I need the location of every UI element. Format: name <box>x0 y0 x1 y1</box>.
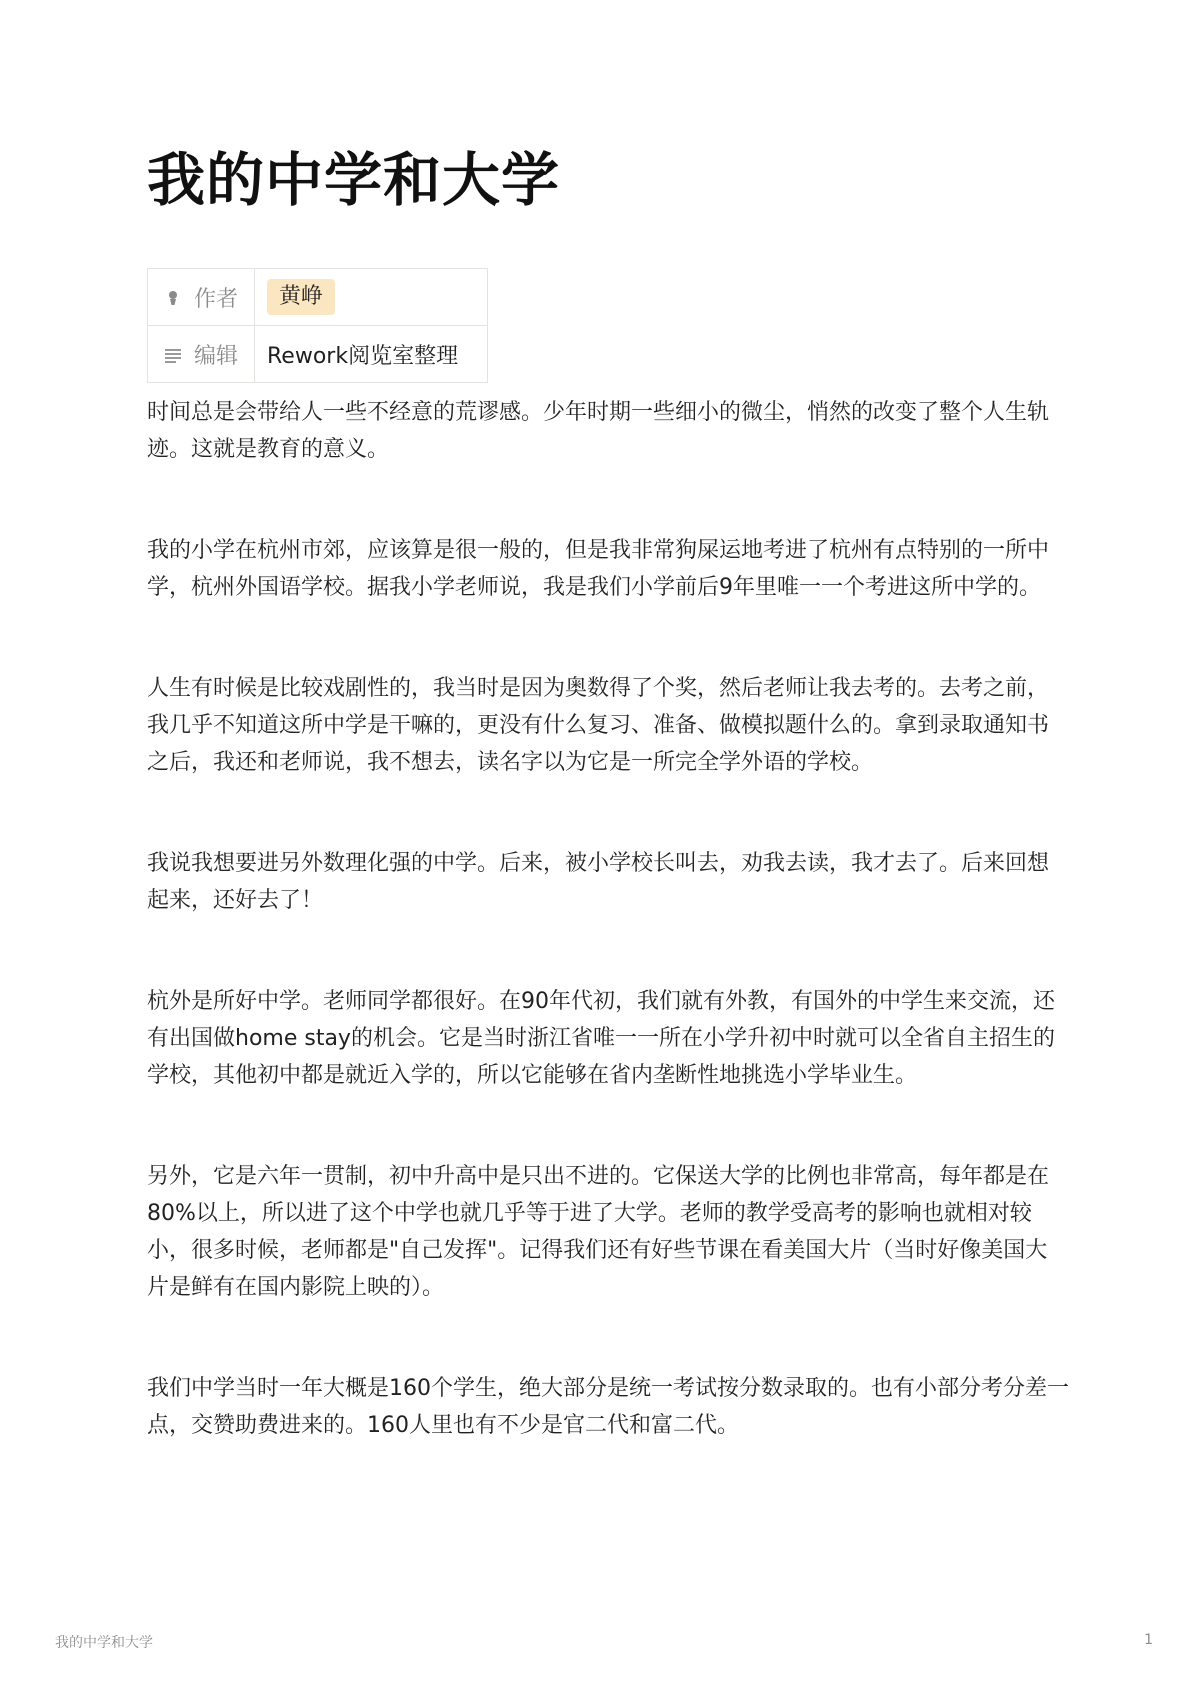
footer-document-title: 我的中学和大学 <box>55 1635 153 1651</box>
text-lines-icon <box>162 343 184 365</box>
property-key-editor <box>148 326 255 383</box>
paragraph: 我们中学当时一年大概是160个学生，绝大部分是统一考试按分数录取的。也有小部分考分差一点，交赞助费进来的。160人里也有不少是官二代和富二代。 <box>147 1376 1069 1438</box>
property-value-author[interactable] <box>255 269 488 326</box>
paragraph: 时间总是会带给人一些不经意的荒谬感。少年时期一些细小的微尘，悄然的改变了整个人生轨迹。这就是教育的意义。 <box>147 400 1050 462</box>
paragraph: 我说我想要进另外数理化强的中学。后来，被小学校长叫去，劝我去读，我才去了。后来回想起来，还好去了！ <box>147 851 1050 913</box>
paragraph: 另外，它是六年一贯制，初中升高中是只出不进的。它保送大学的比例也非常高，每年都是在80%以上，所以进了这个中学也就几乎等于进了大学。老师的教学受高考的影响也就相对较小，很多时候，老师都是"自己发挥"。记得我们还有好些节课在看美国大片（当时好像美国大片是鲜有在国内影院上映的）。 <box>147 1164 1050 1300</box>
paragraph: 人生有时候是比较戏剧性的，我当时是因为奥数得了个奖，然后老师让我去考的。去考之前，我几乎不知道这所中学是干嘛的，更没有什么复习、准备、做模拟题什么的。拿到录取通知书之后，我还和老师说，我不想去，读名字以为它是一所完全学外语的学校。 <box>147 676 1050 775</box>
properties-table <box>147 268 488 383</box>
author-tag[interactable]: 黄峥 <box>267 279 335 315</box>
article-body <box>147 394 1069 1508</box>
property-key-author <box>148 269 255 326</box>
paragraph: 杭外是所好中学。老师同学都很好。在90年代初，我们就有外教，有国外的中学生来交流，还有出国做home stay的机会。它是当时浙江省唯一一所在小学升初中时就可以全省自主招生的学校，其他初中都是就近入学的，所以它能够在省内垄断性地挑选小学毕业生。 <box>147 989 1055 1088</box>
footer-page-number: 1 <box>1144 1632 1153 1648</box>
property-row-author <box>148 269 488 326</box>
person-icon <box>162 286 184 308</box>
property-label-author: 作者 <box>194 286 239 312</box>
page-title: 我的中学和大学 <box>147 146 561 214</box>
property-value-editor[interactable]: Rework阅览室整理 <box>255 326 488 383</box>
property-row-editor <box>148 326 488 383</box>
paragraph: 我的小学在杭州市郊，应该算是很一般的，但是我非常狗屎运地考进了杭州有点特别的一所中学，杭州外国语学校。据我小学老师说，我是我们小学前后9年里唯一一个考进这所中学的。 <box>147 538 1050 600</box>
property-label-editor: 编辑 <box>194 343 239 369</box>
